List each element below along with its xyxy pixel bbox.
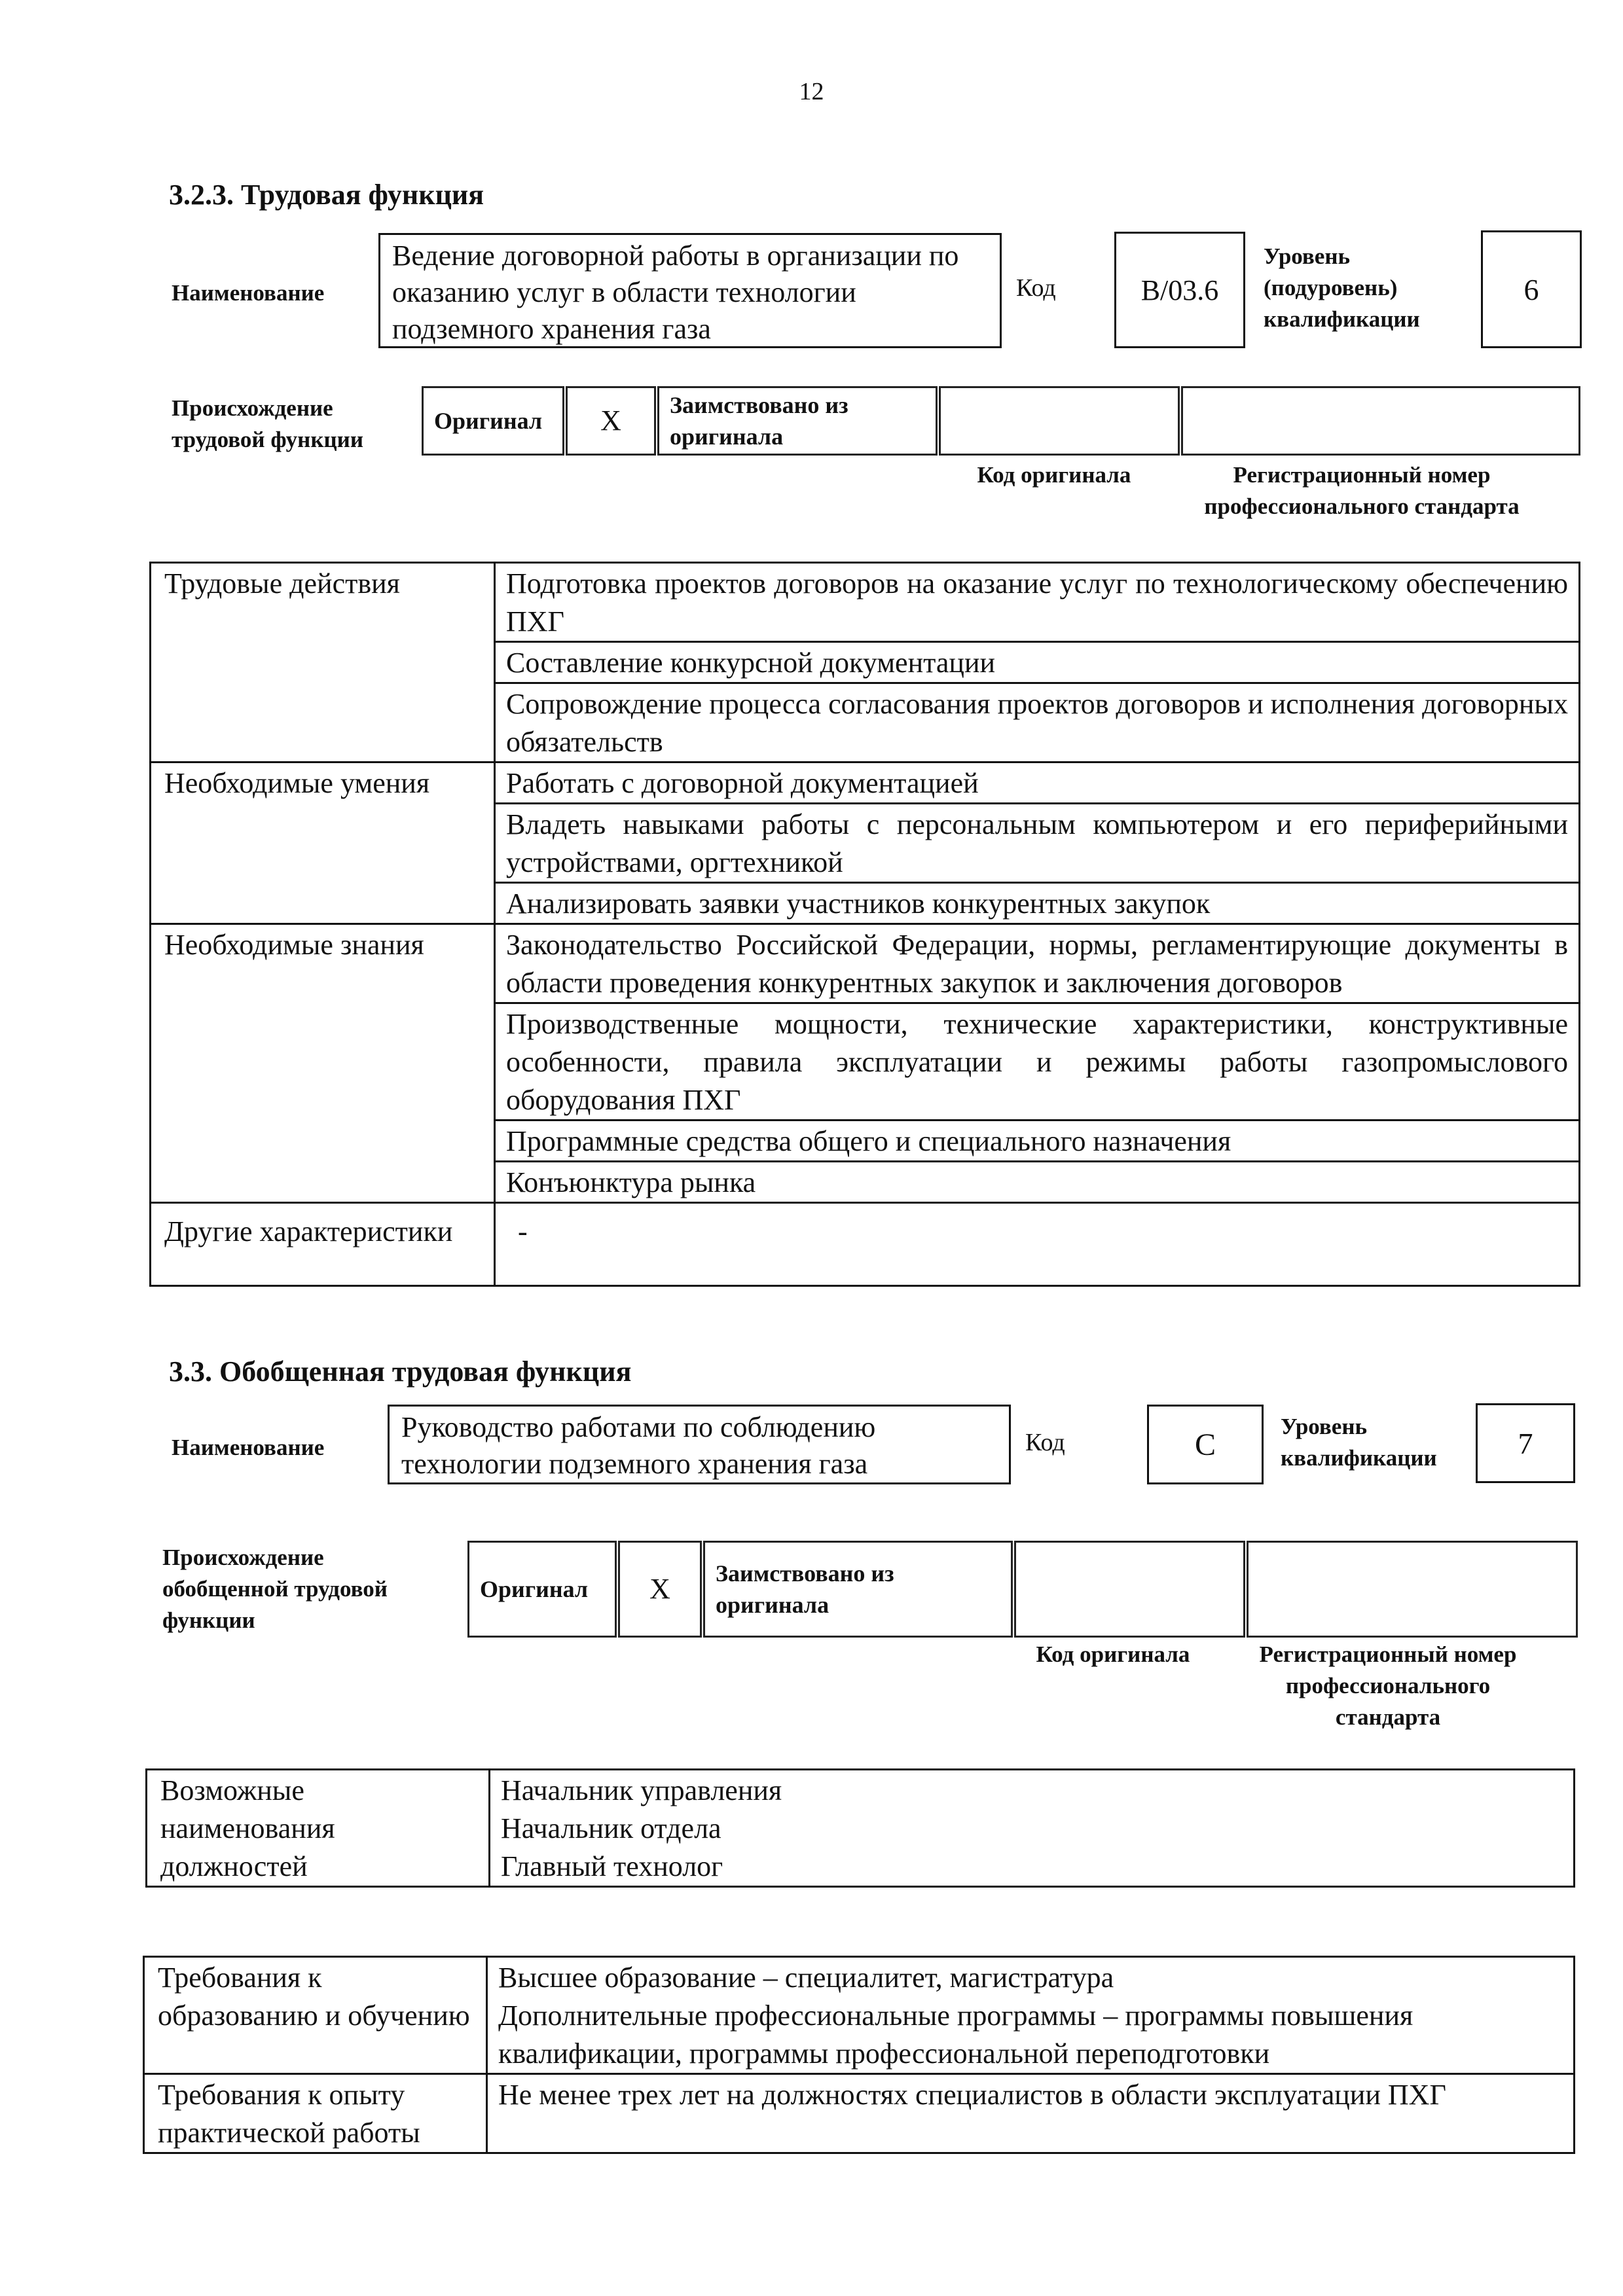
reg-number-caption: Регистрационный номер профессионального стандарта [1259,1641,1517,1730]
origin-label: Происхождение трудовой функции [172,395,364,452]
row-label-other: Другие характеристики [151,1203,495,1286]
function-table [149,562,1580,1287]
row-label-required-knowledge: Необходимые знания [151,924,495,1203]
level-label: Уровень квалификации [1281,1414,1437,1471]
borrowed-cell: Заимствовано из оригинала [703,1541,1013,1638]
origin-label: Происхождение обобщенной трудовой функции [162,1545,388,1633]
other-item: - [495,1203,1580,1286]
generalized-function-name-box: Руководство работами по соблюдению технологии подземного хранения газа [388,1405,1011,1484]
original-mark: X [618,1541,702,1638]
requirements-table [143,1956,1575,2154]
code-value-box: B/03.6 [1114,232,1245,348]
requirement-item: Дополнительные профессиональные программы – программы повышения квалификации, программы профессиональной переподготовки [498,2000,1413,2070]
level-value-box: 6 [1481,230,1582,348]
skill-item: Владеть навыками работы с персональным компьютером и его периферийными устройствами, оргтехникой [495,804,1580,883]
origin-table [466,1539,1579,1639]
knowledge-item: Конъюнктура рынка [495,1162,1580,1203]
name-label: Наименование [172,280,325,306]
code-original-caption: Код оригинала [1036,1641,1190,1667]
original-mark: X [566,386,656,456]
reg-number-cell [1247,1541,1578,1638]
position-item: Начальник отдела [501,1812,721,1844]
positions-label: Возможные наименования должностей [147,1770,490,1887]
positions-table [145,1768,1575,1888]
skill-item: Работать с договорной документацией [495,762,1580,804]
labor-action-item: Составление конкурсной документации [495,642,1580,683]
borrowed-cell: Заимствовано из оригинала [657,386,938,456]
reg-number-cell [1181,386,1580,456]
skill-item: Анализировать заявки участников конкурентных закупок [495,883,1580,924]
row-label-labor-actions: Трудовые действия [151,563,495,762]
requirement-item: Не менее трех лет на должностях специалистов в области эксплуатации ПХГ [498,2079,1446,2111]
education-requirements-label: Требования к образованию и обучению [144,1957,487,2074]
position-item: Главный технолог [501,1850,723,1882]
level-label: Уровень (подуровень) квалификации [1264,243,1420,332]
knowledge-item: Производственные мощности, технические характеристики, конструктивные особенности, правила эксплуатации и режимы работы газопромыслового оборудования ПХГ [495,1003,1580,1121]
original-cell: Оригинал [467,1541,617,1638]
positions-list [490,1770,1575,1887]
section-heading-3-3: 3.3. Обобщенная трудовая функция [169,1355,632,1388]
code-label: Код [1025,1429,1065,1456]
education-requirements-list [487,1957,1575,2074]
origin-table [420,385,1582,457]
experience-requirements-list [487,2074,1575,2153]
labor-action-item: Сопровождение процесса согласования проектов договоров и исполнения договорных обязательств [495,683,1580,762]
requirement-item: Высшее образование – специалитет, магистратура [498,1962,1114,1994]
reg-number-caption: Регистрационный номер профессионального стандарта [1204,462,1520,519]
code-original-cell [1014,1541,1245,1638]
experience-requirements-label: Требования к опыту практической работы [144,2074,487,2153]
labor-action-item: Подготовка проектов договоров на оказание услуг по технологическому обеспечению ПХГ [495,563,1580,642]
code-original-cell [939,386,1180,456]
knowledge-item: Программные средства общего и специального назначения [495,1121,1580,1162]
name-label: Наименование [172,1435,325,1460]
section-heading-3-2-3: 3.2.3. Трудовая функция [169,179,484,211]
knowledge-item: Законодательство Российской Федерации, нормы, регламентирующие документы в области проведения конкурентных закупок и заключения договоров [495,924,1580,1003]
original-cell: Оригинал [422,386,564,456]
position-item: Начальник управления [501,1774,782,1806]
function-name-box: Ведение договорной работы в организации по оказанию услуг в области технологии подземного хранения газа [378,233,1002,348]
page-number: 12 [799,78,824,105]
row-label-required-skills: Необходимые умения [151,762,495,924]
code-value-box: C [1147,1405,1264,1484]
level-value-box: 7 [1476,1403,1575,1483]
code-label: Код [1016,274,1056,302]
code-original-caption: Код оригинала [977,462,1131,488]
